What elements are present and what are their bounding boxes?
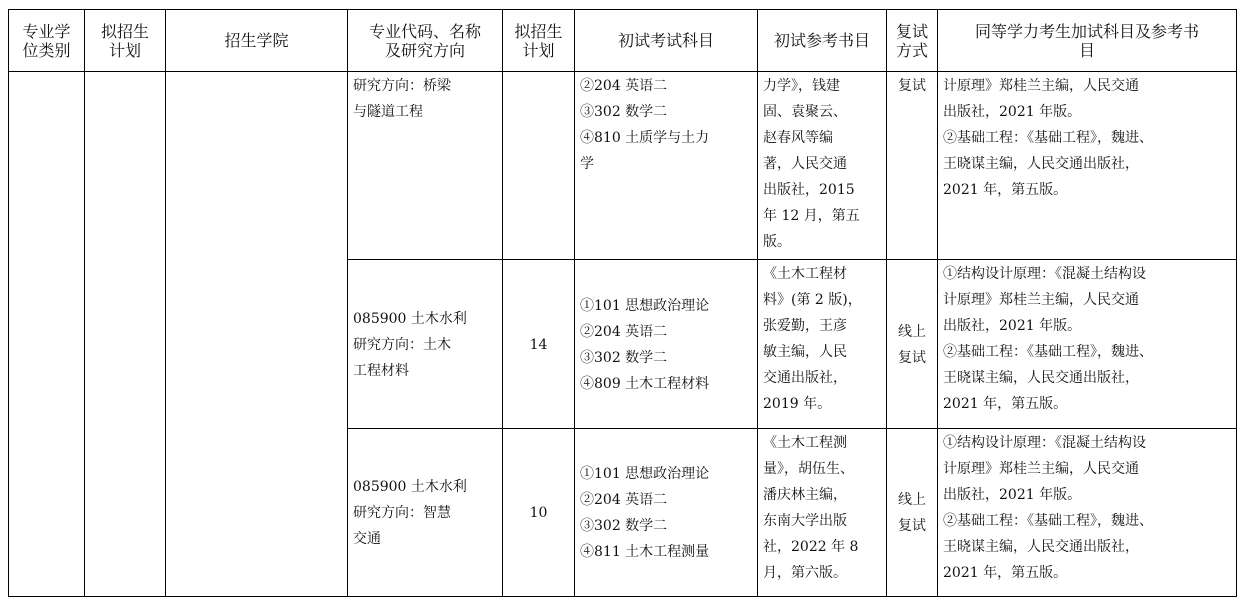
admissions-table — [8, 9, 1237, 597]
cell-reference-books: 《土木工程测 量》，胡伍生、 潘庆林主编， 东南大学出版 社，2022 年 8 月，第六版。 — [758, 429, 887, 597]
cell-extra-subjects: 计原理》郑桂兰主编，人民交通 出版社，2021 年版。 ②基础工程：《基础工程》，魏进、 王晓谋主编，人民交通出版社， 2021 年，第五版。 — [938, 72, 1237, 260]
cell-plan: 14 — [503, 260, 575, 429]
cell-retest-method: 线上 复试 — [887, 429, 938, 597]
header-college: 招生学院 — [166, 10, 348, 72]
header-degree-type: 专业学 位类别 — [9, 10, 85, 72]
cell-plan: 10 — [503, 429, 575, 597]
header-row — [9, 10, 1237, 72]
header-exam-subjects: 初试考试科目 — [575, 10, 758, 72]
cell-plan — [503, 72, 575, 260]
header-retest-method: 复试 方式 — [887, 10, 938, 72]
cell-major: 研究方向：桥梁 与隧道工程 — [348, 72, 503, 260]
cell-retest-method: 复试 — [887, 72, 938, 260]
cell-retest-method: 线上 复试 — [887, 260, 938, 429]
header-extra-subjects: 同等学力考生加试科目及参考书 目 — [938, 10, 1237, 72]
cell-major: 085900 土木水利 研究方向：智慧 交通 — [348, 429, 503, 597]
cell-extra-subjects: ①结构设计原理：《混凝土结构设 计原理》郑桂兰主编，人民交通 出版社，2021 年版。 ②基础工程：《基础工程》，魏进、 王晓谋主编，人民交通出版社， 2021 年，第五版。 — [938, 429, 1237, 597]
cell-extra-subjects: ①结构设计原理：《混凝土结构设 计原理》郑桂兰主编，人民交通 出版社，2021 年版。 ②基础工程：《基础工程》，魏进、 王晓谋主编，人民交通出版社， 2021 年，第五版。 — [938, 260, 1237, 429]
header-major: 专业代码、名称 及研究方向 — [348, 10, 503, 72]
cell-planned-enrollment — [85, 72, 166, 597]
cell-exam-subjects: ①101 思想政治理论 ②204 英语二 ③302 数学二 ④809 土木工程材料 — [575, 260, 758, 429]
cell-degree-type — [9, 72, 85, 597]
header-planned-enrollment: 拟招生 计划 — [85, 10, 166, 72]
cell-reference-books: 力学》，钱建 固、袁聚云、 赵春风等编 著，人民交通 出版社，2015 年 12 月，第五 版。 — [758, 72, 887, 260]
cell-exam-subjects: ①101 思想政治理论 ②204 英语二 ③302 数学二 ④811 土木工程测量 — [575, 429, 758, 597]
cell-college — [166, 72, 348, 597]
header-plan: 拟招生 计划 — [503, 10, 575, 72]
cell-exam-subjects: ②204 英语二 ③302 数学二 ④810 土质学与土力 学 — [575, 72, 758, 260]
cell-reference-books: 《土木工程材 料》(第 2 版)， 张爱勤，王彦 敏主编，人民 交通出版社， 2019 年。 — [758, 260, 887, 429]
cell-major: 085900 土木水利 研究方向：土木 工程材料 — [348, 260, 503, 429]
header-reference-books: 初试参考书目 — [758, 10, 887, 72]
table-row — [9, 72, 1237, 260]
